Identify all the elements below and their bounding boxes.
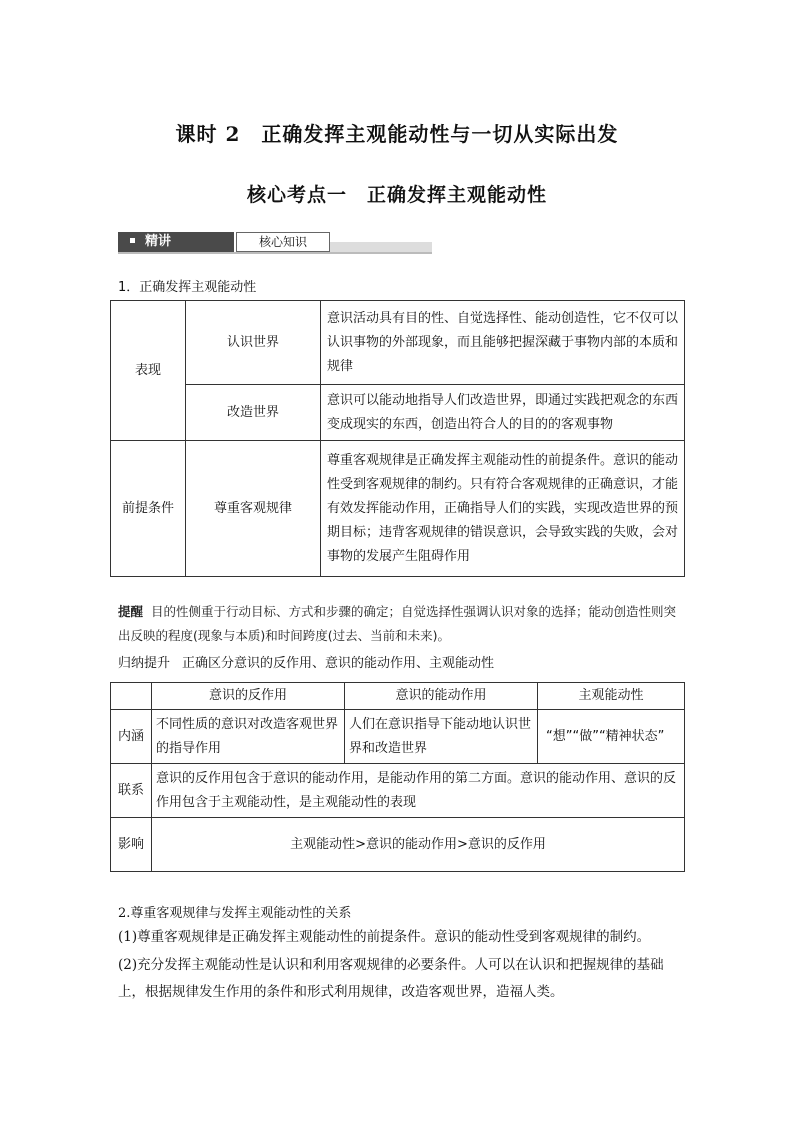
page-title: 课时 2 正确发挥主观能动性与一切从实际出发 xyxy=(175,122,619,146)
row-text-zunzhong: 尊重客观规律是正确发挥主观能动性的前提条件。意识的能动性受到客观规律的制约。只有符合客观规律的正确意识，才能有效发挥能动作用，正确指导人们的实践，实现改造世界的预期目标；违背客观规律的错误意识，会导致实践的失败，会对事物的发展产生阻碍作用 xyxy=(321,441,685,577)
square-bullet-icon xyxy=(130,238,135,243)
group-label-qianti: 前提条件 xyxy=(111,441,186,577)
row-label-gaizao: 改造世界 xyxy=(186,385,321,441)
summary-label: 归纳提升 xyxy=(118,656,171,671)
section-banner xyxy=(118,232,432,254)
header-nengdong: 意识的能动作用 xyxy=(345,683,538,710)
row-text-renshi: 意识活动具有目的性、自觉选择性、能动创造性，它不仅可以认识事物的外部现象，而且能够把握深藏于事物内部的本质和规律 xyxy=(321,301,685,385)
row-label-zunzhong: 尊重客观规律 xyxy=(186,441,321,577)
corner-cell xyxy=(111,683,152,710)
label-lianxi: 联系 xyxy=(111,764,152,818)
neihan-nengdong: 人们在意识指导下能动地认识世界和改造世界 xyxy=(345,710,538,764)
summary-heading xyxy=(118,652,494,671)
summary-text: 正确区分意识的反作用、意识的能动作用、主观能动性 xyxy=(182,656,495,671)
header-zhuguan: 主观能动性 xyxy=(538,683,685,710)
banner-light-tab xyxy=(236,232,446,252)
header-fanzuoyong: 意识的反作用 xyxy=(152,683,345,710)
group-label-biaoxian: 表现 xyxy=(111,301,186,441)
label-neihan xyxy=(111,710,152,764)
tip-text: 目的性侧重于行动目标、方式和步骤的确定；自觉选择性强调认识对象的选择；能动创造性则突出反映的程度(现象与本质)和时间跨度(过去、当前和未来)。 xyxy=(118,604,677,643)
banner-dark-tab xyxy=(118,232,234,252)
row-text-gaizao: 意识可以能动地指导人们改造世界，即通过实践把观念的东西变成现实的东西，创造出符合人的目的的客观事物 xyxy=(321,385,685,441)
yingxiang-text: 主观能动性>意识的能动作用>意识的反作用 xyxy=(152,818,685,872)
neihan-zhuguan: “想”“做”“精神状态” xyxy=(538,710,685,764)
banner-underline xyxy=(118,252,432,254)
banner-left-label: 精讲 xyxy=(145,234,172,249)
label-yingxiang: 影响 xyxy=(111,818,152,872)
label-neihan-text: 内涵 xyxy=(117,728,144,744)
section2-heading: 2.尊重客观规律与发挥主观能动性的关系 xyxy=(118,906,352,921)
ability-table xyxy=(110,300,685,577)
lianxi-text: 意识的反作用包含于意识的能动作用，是能动作用的第二方面。意识的能动作用、意识的反作用包含于主观能动性，是主观能动性的表现 xyxy=(152,764,685,818)
tip-label: 提醒 xyxy=(118,604,144,619)
banner-right-label: 核心知识 xyxy=(236,232,330,252)
section-title: 核心考点一 正确发挥主观能动性 xyxy=(246,184,547,206)
tip-note xyxy=(118,600,688,648)
section1-heading: 1．正确发挥主观能动性 xyxy=(118,280,257,295)
row-label-renshi: 认识世界 xyxy=(186,301,321,385)
neihan-fanzuoyong: 不同性质的意识对改造客观世界的指导作用 xyxy=(152,710,345,764)
section2-paragraph-2: (2)充分发挥主观能动性是认识和利用客观规律的必要条件。人可以在认识和把握规律的基础上，根据规律发生作用的条件和形式利用规律，改造客观世界，造福人类。 xyxy=(118,957,664,1000)
comparison-table xyxy=(110,682,685,872)
section2-paragraph-1: (1)尊重客观规律是正确发挥主观能动性的前提条件。意识的能动性受到客观规律的制约。 xyxy=(118,929,651,945)
